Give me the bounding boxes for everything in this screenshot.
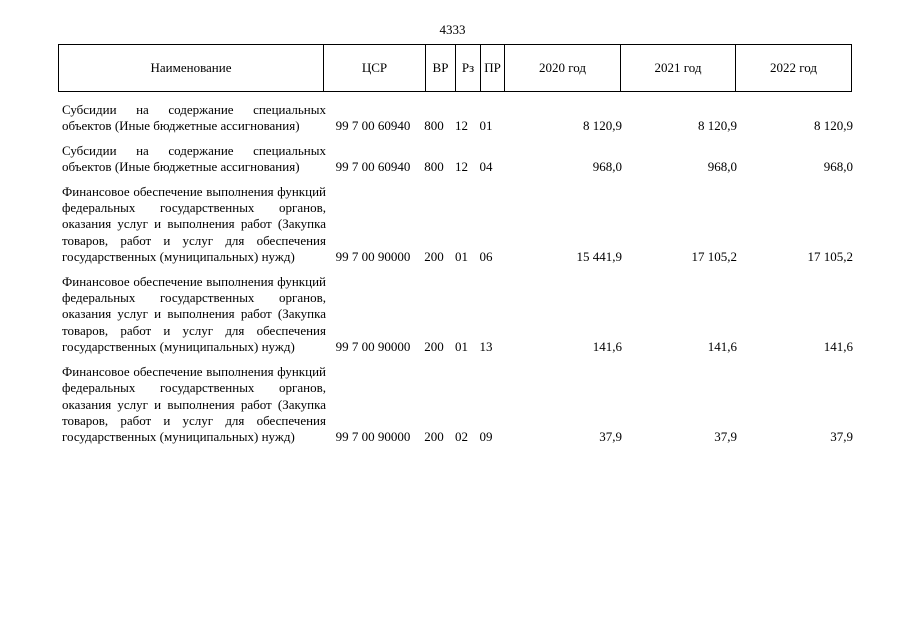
row-pr: 06 <box>479 249 493 265</box>
table-header <box>58 44 852 92</box>
row-2021: 8 120,9 <box>698 118 737 134</box>
row-2021: 141,6 <box>707 339 737 355</box>
row-vr: 200 <box>424 249 444 265</box>
row-2021: 17 105,2 <box>691 249 737 265</box>
header-name: Наименование <box>59 45 324 92</box>
row-pr: 01 <box>479 118 493 134</box>
row-csr: 99 7 00 90000 <box>335 429 411 445</box>
row-pr: 09 <box>479 429 493 445</box>
row-csr: 99 7 00 60940 <box>335 118 411 134</box>
row-2020: 8 120,9 <box>583 118 622 134</box>
header-pr: ПР <box>481 45 505 92</box>
row-rz: 01 <box>455 249 468 265</box>
row-2022: 37,9 <box>830 429 853 445</box>
table-row <box>58 266 853 356</box>
row-2020: 37,9 <box>599 429 622 445</box>
row-name: Финансовое обеспечение выполнения функций федеральных государственных органов, оказания услуг и выполнения работ (Закупка товаров, работ и услуг для обеспечения государственных (муниципальных) нужд) <box>62 183 326 265</box>
row-vr: 200 <box>424 339 444 355</box>
row-name: Финансовое обеспечение выполнения функций федеральных государственных органов, оказания услуг и выполнения работ (Закупка товаров, работ и услуг для обеспечения государственных (муниципальных) нужд) <box>62 363 326 445</box>
row-2020: 141,6 <box>592 339 622 355</box>
row-rz: 02 <box>455 429 468 445</box>
header-vr: ВР <box>426 45 456 92</box>
row-vr: 800 <box>424 159 444 175</box>
header-2020: 2020 год <box>505 45 621 92</box>
row-rz: 01 <box>455 339 468 355</box>
page-number: 4333 <box>439 22 466 37</box>
row-2021: 968,0 <box>707 159 737 175</box>
row-rz: 12 <box>455 118 468 134</box>
row-pr: 13 <box>479 339 493 355</box>
header-csr: ЦСР <box>324 45 426 92</box>
row-2022: 17 105,2 <box>807 249 853 265</box>
row-name: Субсидии на содержание специальных объектов (Иные бюджетные ассигнования) <box>62 102 326 134</box>
row-pr: 04 <box>479 159 493 175</box>
row-2022: 8 120,9 <box>814 118 853 134</box>
table-row <box>58 135 853 176</box>
row-2022: 968,0 <box>823 159 853 175</box>
table-row <box>58 176 853 266</box>
row-csr: 99 7 00 90000 <box>335 339 411 355</box>
row-name: Финансовое обеспечение выполнения функций федеральных государственных органов, оказания услуг и выполнения работ (Закупка товаров, работ и услуг для обеспечения государственных (муниципальных) нужд) <box>62 273 326 355</box>
row-csr: 99 7 00 90000 <box>335 249 411 265</box>
header-2022: 2022 год <box>736 45 852 92</box>
table-row <box>58 356 853 446</box>
header-rz: Рз <box>456 45 481 92</box>
header-2021: 2021 год <box>621 45 736 92</box>
row-rz: 12 <box>455 159 468 175</box>
row-csr: 99 7 00 60940 <box>335 159 411 175</box>
row-2020: 968,0 <box>592 159 622 175</box>
row-vr: 800 <box>424 118 444 134</box>
row-2022: 141,6 <box>823 339 853 355</box>
table-row <box>58 94 853 135</box>
table-body <box>58 94 853 446</box>
row-2021: 37,9 <box>714 429 737 445</box>
row-2020: 15 441,9 <box>576 249 622 265</box>
row-vr: 200 <box>424 429 444 445</box>
row-name: Субсидии на содержание специальных объектов (Иные бюджетные ассигнования) <box>62 142 326 175</box>
